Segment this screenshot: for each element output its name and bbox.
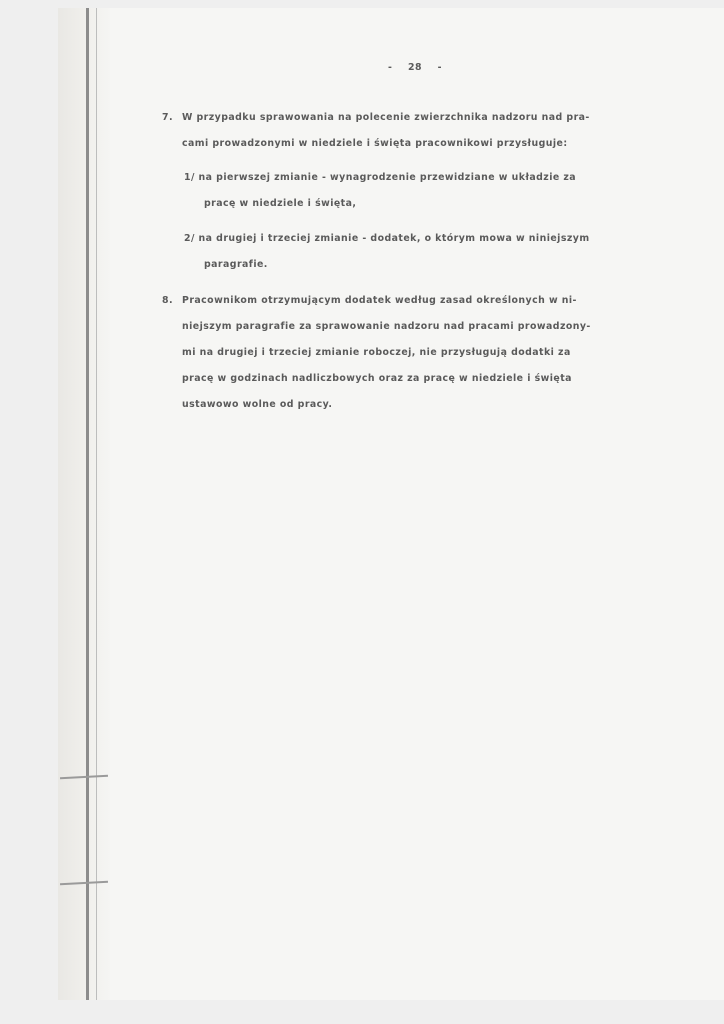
list-item-2-line-1: 2/ na drugiej i trzeciej zmianie - dodatek, o którym mowa w niniejszym — [184, 233, 590, 244]
paragraph-7-line-2: cami prowadzonymi w niedziele i święta pracownikowi przysługuje: — [182, 138, 568, 149]
list-item-1-line-1: 1/ na pierwszej zmianie - wynagrodzenie przewidziane w układzie za — [184, 172, 577, 183]
paragraph-8-line-5: ustawowo wolne od pracy. — [182, 399, 333, 410]
paragraph-8-line-1: Pracownikom otrzymującym dodatek według zasad określonych w ni- — [182, 295, 577, 306]
paragraph-7-line-1: W przypadku sprawowania na polecenie zwierzchnika nadzoru nad pra- — [182, 112, 590, 123]
binding-fold-line — [86, 8, 89, 1000]
list-item-2-line-2: paragrafie. — [204, 259, 268, 270]
document-page — [58, 8, 724, 1000]
binding-fold-line-secondary — [96, 8, 97, 1000]
paragraph-8-line-2: niejszym paragrafie za sprawowanie nadzoru nad pracami prowadzony- — [182, 321, 591, 332]
paragraph-8-line-4: pracę w godzinach nadliczbowych oraz za pracę w niedziele i święta — [182, 373, 572, 384]
list-item-1-line-2: pracę w niedziele i święta, — [204, 198, 357, 209]
paragraph-number: 8. — [162, 295, 173, 306]
paragraph-8-line-3: mi na drugiej i trzeciej zmianie roboczej, nie przysługują dodatki za — [182, 347, 571, 358]
paragraph-number: 7. — [162, 112, 173, 123]
page-number: - 28 - — [387, 62, 443, 73]
page-binding-shadow — [58, 8, 110, 1000]
